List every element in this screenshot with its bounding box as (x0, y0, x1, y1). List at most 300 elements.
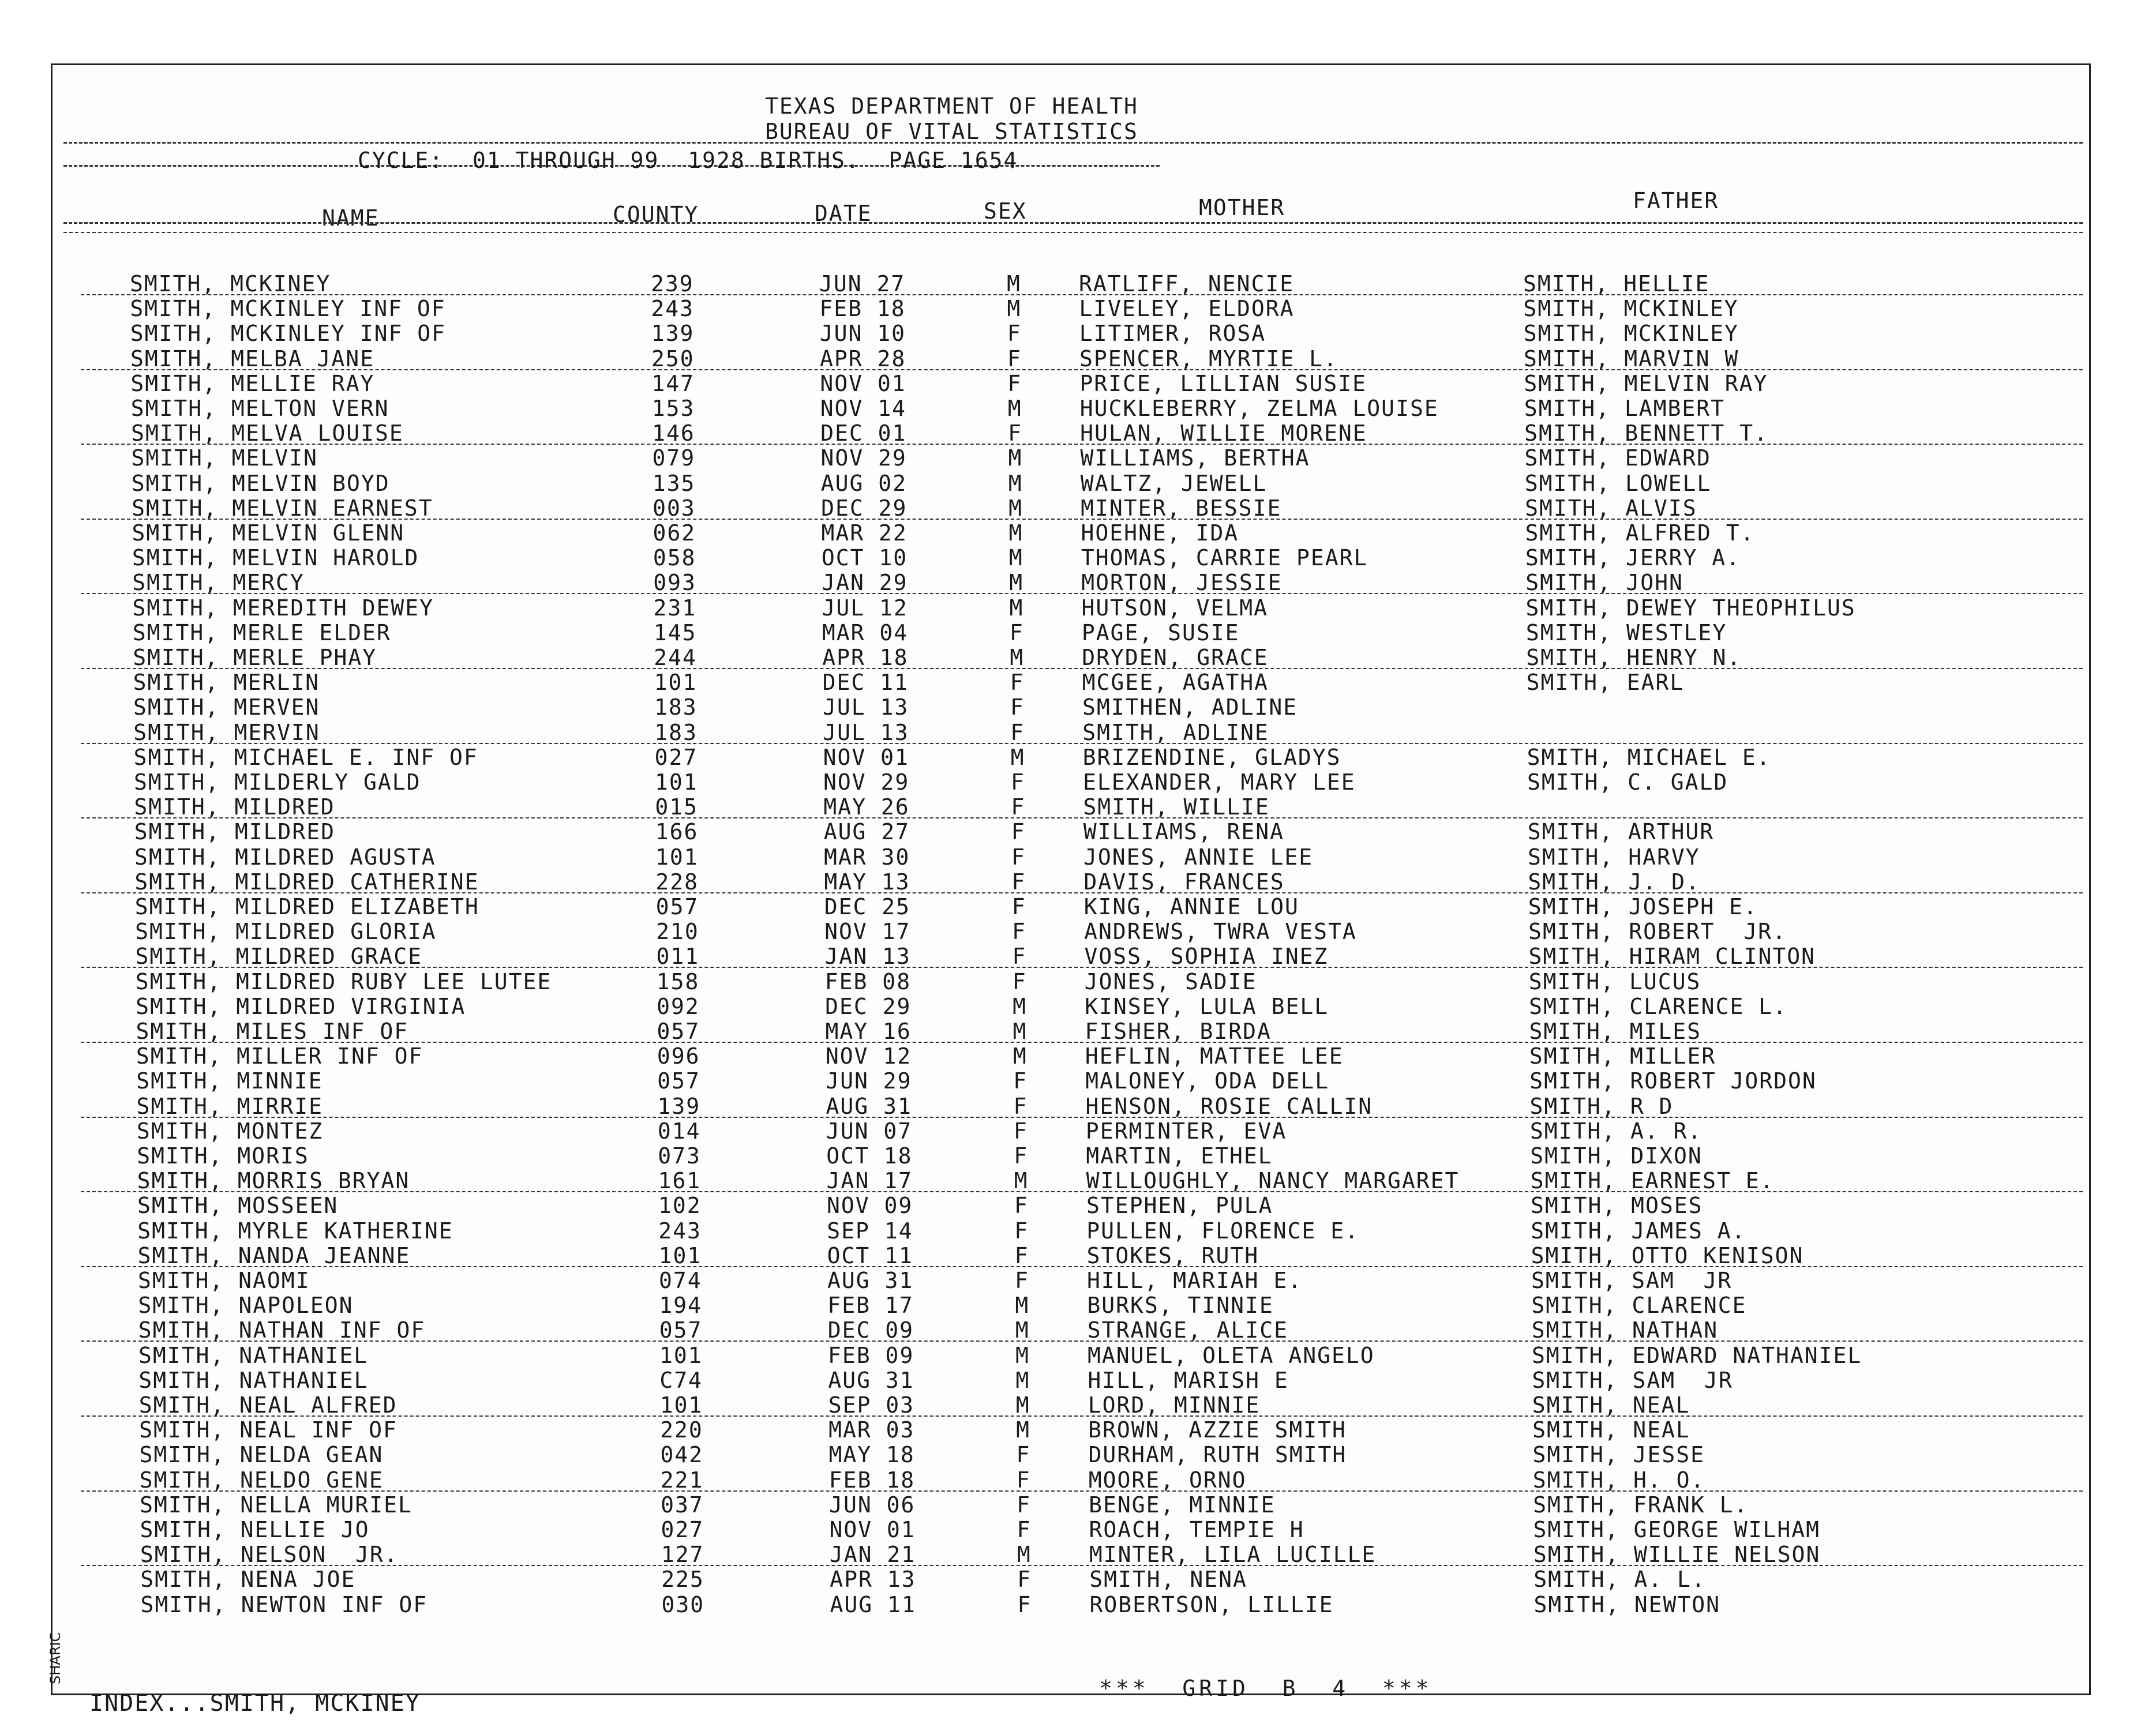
cell-name: SMITH, MICHAEL E. INF OF (133, 744, 478, 770)
cell-father: SMITH, C. GALD (1527, 769, 1728, 795)
cell-mother: LITIMER, ROSA (1079, 321, 1266, 347)
row-separator (81, 593, 2083, 594)
cell-date: JUN 27 (819, 271, 906, 296)
cell-county: 220 (660, 1417, 703, 1443)
cell-sex: F (1017, 1591, 1032, 1617)
cell-mother: BENGE, MINNIE (1089, 1492, 1276, 1518)
cell-sex: F (1009, 619, 1024, 645)
cell-mother: KINSEY, LULA BELL (1085, 993, 1329, 1019)
cell-father: SMITH, NEWTON (1533, 1591, 1720, 1617)
cell-mother: HENSON, ROSIE CALLIN (1085, 1093, 1373, 1119)
cell-mother: HILL, MARIAH E. (1087, 1268, 1303, 1293)
cell-sex: F (1011, 794, 1026, 820)
cell-father: SMITH, MILLER (1529, 1043, 1716, 1069)
cell-sex: M (1013, 1019, 1028, 1044)
table-row (9, 1442, 2156, 1467)
cell-mother: JONES, SADIE (1084, 968, 1257, 994)
cell-name: SMITH, MELVIN GLENN (132, 520, 405, 546)
table-row (6, 1068, 2156, 1094)
cell-father: SMITH, ARTHUR (1527, 819, 1715, 845)
cell-date: NOV 29 (820, 445, 907, 471)
cell-mother: DRYDEN, GRACE (1082, 645, 1269, 670)
cell-county: 014 (657, 1118, 701, 1144)
cell-father: SMITH, HENRY N. (1526, 645, 1742, 670)
cell-father: SMITH, HIRAM CLINTON (1528, 944, 1816, 970)
cell-mother: SPENCER, MYRTIE L. (1079, 346, 1338, 371)
cell-mother: KING, ANNIE LOU (1083, 894, 1299, 919)
cell-mother: LIVELEY, ELDORA (1079, 296, 1295, 322)
cell-sex: M (1017, 1542, 1032, 1568)
cell-father: SMITH, MOSES (1530, 1193, 1703, 1219)
cell-name: SMITH, MERCY (132, 570, 305, 596)
table-row (5, 844, 2156, 870)
cell-county: 096 (657, 1043, 700, 1069)
cell-sex: M (1015, 1392, 1030, 1418)
cell-county: 079 (652, 445, 696, 471)
cell-mother: DAVIS, FRANCES (1083, 869, 1285, 895)
table-row (8, 1268, 2156, 1293)
cell-sex: F (1014, 1193, 1029, 1219)
cell-mother: BRIZENDINE, GLADYS (1082, 744, 1341, 770)
cell-sex: M (1009, 570, 1024, 596)
cell-name: SMITH, MERVIN (133, 719, 320, 745)
cell-date: MAR 30 (824, 844, 910, 870)
cell-mother: MCGEE, AGATHA (1082, 670, 1269, 696)
cell-sex: F (1012, 919, 1026, 945)
cell-mother: WILLOUGHLY, NANCY MARGARET (1086, 1168, 1460, 1194)
cell-date: JUL 13 (823, 719, 909, 745)
cell-sex: M (1014, 1168, 1029, 1194)
cell-date: FEB 08 (824, 968, 912, 994)
document-header (692, 93, 1385, 144)
table-row (1, 346, 2156, 371)
cell-county: 057 (657, 1019, 700, 1044)
cell-sex: F (1011, 894, 1026, 919)
cell-name: SMITH, NAOMI (138, 1268, 310, 1293)
cell-mother: ANDREWS, TWRA VESTA (1084, 919, 1357, 945)
cell-mother: MINTER, LILA LUCILLE (1089, 1542, 1377, 1568)
cell-date: AUG 11 (830, 1591, 916, 1617)
table-row (1, 321, 2156, 346)
column-header-mother: MOTHER (1199, 195, 1285, 220)
cell-father: SMITH, MILES (1529, 1019, 1702, 1044)
cell-father: SMITH, BENNETT T. (1524, 420, 1769, 446)
table-row (5, 869, 2156, 895)
cell-name: SMITH, MELVA LOUISE (131, 420, 404, 446)
table-row (10, 1542, 2156, 1567)
cell-sex: F (1010, 694, 1025, 720)
cell-father: SMITH, MICHAEL E. (1527, 744, 1771, 770)
cell-sex: M (1008, 545, 1023, 571)
cell-county: 057 (659, 1317, 703, 1343)
row-separator (81, 817, 2083, 818)
table-row (5, 894, 2156, 919)
cell-date: APR 18 (822, 645, 909, 670)
cell-father: SMITH, OTTO KENISON (1531, 1242, 1804, 1268)
cell-county: 042 (660, 1442, 704, 1468)
table-row (7, 1143, 2156, 1169)
cell-county: 147 (651, 370, 695, 396)
cell-father: SMITH, JERRY A. (1525, 545, 1741, 571)
cell-mother: BURKS, TINNIE (1087, 1293, 1274, 1319)
cell-father: SMITH, EARNEST E. (1530, 1168, 1775, 1194)
table-row (8, 1243, 2156, 1268)
cell-father: SMITH, MELVIN RAY (1524, 370, 1768, 396)
cell-county: 228 (655, 869, 699, 895)
cell-county: 015 (655, 794, 698, 820)
cell-county: 062 (653, 520, 696, 546)
cell-county: 092 (657, 993, 700, 1019)
cell-name: SMITH, MCKINEY (130, 271, 331, 296)
cell-father: SMITH, JOSEPH E. (1528, 894, 1758, 919)
cell-mother: FISHER, BIRDA (1085, 1019, 1272, 1044)
table-row (3, 620, 2156, 645)
table-row (5, 919, 2156, 944)
cell-name: SMITH, NATHAN INF OF (138, 1317, 426, 1343)
row-separator (81, 294, 2083, 295)
cell-sex: F (1015, 1268, 1029, 1293)
cell-father: SMITH, ALFRED T. (1525, 520, 1755, 546)
cell-sex: M (1007, 396, 1022, 421)
row-separator (81, 892, 2083, 893)
cell-county: 101 (655, 844, 699, 870)
cell-mother: STOKES, RUTH (1086, 1242, 1259, 1268)
table-row (0, 271, 2156, 296)
cell-mother: SMITH, NENA (1089, 1567, 1247, 1593)
column-header-father: FATHER (1633, 188, 1719, 213)
table-row (7, 1118, 2156, 1144)
cell-date: OCT 18 (826, 1143, 913, 1169)
cell-name: SMITH, MERLE ELDER (132, 619, 391, 645)
cell-father: SMITH, DIXON (1530, 1143, 1703, 1169)
cell-county: 058 (653, 545, 696, 571)
cell-mother: HEFLIN, MATTEE LEE (1085, 1043, 1344, 1069)
column-header-county: COUNTY (613, 202, 699, 227)
cell-name: SMITH, NATHANIEL (138, 1342, 369, 1368)
cell-father: SMITH, LAMBERT (1524, 396, 1726, 421)
cell-name: SMITH, MILDRED AGUSTA (134, 844, 436, 870)
cell-sex: M (1008, 495, 1023, 521)
cell-father: SMITH, HELLIE (1523, 271, 1710, 296)
cell-county: 101 (658, 1242, 702, 1268)
cell-father: SMITH, GEORGE WILHAM (1533, 1517, 1821, 1542)
cell-sex: M (1007, 271, 1021, 296)
table-row (1, 445, 2156, 471)
side-label: SHARIC (47, 1632, 63, 1684)
cell-sex: M (1016, 1417, 1030, 1443)
cell-date: AUG 31 (826, 1093, 912, 1119)
cell-name: SMITH, NELDA GEAN (139, 1442, 384, 1468)
cell-name: SMITH, MELVIN EARNEST (132, 495, 433, 521)
cell-name: SMITH, NEAL INF OF (139, 1417, 398, 1443)
table-row (2, 570, 2156, 595)
cell-date: NOV 01 (829, 1517, 916, 1542)
cell-father: SMITH, R D (1529, 1093, 1674, 1119)
cell-date: JUL 12 (822, 595, 908, 621)
row-separator (81, 1117, 2083, 1118)
cell-sex: M (1010, 645, 1025, 670)
cell-name: SMITH, NEWTON INF OF (140, 1591, 428, 1617)
cell-name: SMITH, MERVEN (133, 694, 320, 720)
cell-sex: M (1009, 595, 1024, 621)
cell-name: SMITH, MERLE PHAY (133, 645, 377, 670)
cell-name: SMITH, NELLIE JO (140, 1517, 370, 1542)
cell-father: SMITH, JESSE (1532, 1442, 1705, 1468)
table-row (5, 944, 2156, 969)
cell-county: 101 (654, 670, 698, 696)
column-header-rule-lower (63, 232, 2083, 233)
table-row (9, 1417, 2156, 1443)
cell-date: AUG 31 (827, 1268, 914, 1293)
cell-date: MAR 03 (828, 1417, 915, 1443)
cell-father: SMITH, NEAL (1532, 1417, 1690, 1443)
cell-father: SMITH, JOHN (1525, 570, 1683, 596)
cell-county: 102 (658, 1193, 702, 1219)
cell-date: JUN 29 (826, 1068, 912, 1094)
cell-county: 145 (653, 619, 697, 645)
cell-date: NOV 17 (824, 919, 911, 945)
cell-sex: M (1015, 1342, 1030, 1368)
cell-sex: F (1012, 968, 1027, 994)
cell-county: 135 (652, 470, 696, 496)
cell-county: 161 (658, 1168, 702, 1194)
table-row (9, 1343, 2156, 1368)
cell-mother: WILLIAMS, BERTHA (1080, 445, 1310, 471)
cell-name: SMITH, MOSSEEN (137, 1193, 339, 1219)
cell-date: NOV 12 (825, 1043, 912, 1069)
cell-county: 101 (659, 1342, 703, 1368)
cell-father: SMITH, MARVIN W (1524, 346, 1739, 371)
table-row (2, 495, 2156, 521)
table-row (3, 694, 2156, 720)
cell-father: SMITH, HARVY (1528, 844, 1700, 870)
cell-date: APR 28 (820, 346, 906, 371)
cell-name: SMITH, MILDRED ELIZABETH (134, 894, 479, 919)
cell-name: SMITH, MIRRIE (136, 1093, 323, 1119)
cell-mother: STRANGE, ALICE (1087, 1317, 1288, 1343)
row-separator (81, 1490, 2083, 1492)
cell-date: MAY 13 (824, 869, 910, 895)
table-row (9, 1317, 2156, 1343)
cell-name: SMITH, NANDA JEANNE (137, 1242, 411, 1268)
cell-county: 073 (658, 1143, 701, 1169)
cell-date: FEB 17 (827, 1293, 914, 1319)
table-row (11, 1592, 2156, 1617)
cell-name: SMITH, NELDO GENE (139, 1467, 384, 1493)
table-row (7, 1094, 2156, 1119)
cell-sex: F (1011, 869, 1026, 895)
cell-date: MAY 26 (823, 794, 910, 820)
cell-sex: F (1011, 819, 1026, 845)
row-separator (81, 369, 2083, 370)
cell-name: SMITH, MILDRED CATHERINE (134, 869, 479, 895)
cell-date: NOV 01 (823, 744, 909, 770)
cell-sex: F (1007, 346, 1022, 371)
cell-father: SMITH, EDWARD (1524, 445, 1711, 471)
cell-sex: F (1007, 370, 1022, 396)
cell-sex: M (1013, 1043, 1028, 1069)
cell-mother: WALTZ, JEWELL (1080, 470, 1268, 496)
table-row (9, 1392, 2156, 1418)
cell-sex: F (1011, 769, 1025, 795)
cell-mother: BROWN, AZZIE SMITH (1088, 1417, 1347, 1443)
cell-county: 093 (653, 570, 696, 596)
cell-mother: JONES, ANNIE LEE (1083, 844, 1314, 870)
cell-county: 003 (653, 495, 696, 521)
row-separator (81, 967, 2083, 968)
column-header-name: NAME (322, 205, 380, 231)
cell-name: SMITH, MELBA JANE (130, 346, 374, 371)
header-rule (63, 142, 2083, 144)
cell-county: C74 (659, 1367, 703, 1393)
cell-county: 244 (654, 645, 697, 670)
table-row (3, 720, 2156, 745)
cell-name: SMITH, MCKINLEY INF OF (130, 296, 446, 322)
table-row (4, 769, 2156, 795)
cell-mother: PERMINTER, EVA (1085, 1118, 1287, 1144)
cell-date: OCT 11 (827, 1242, 913, 1268)
cell-father: SMITH, H. O. (1532, 1467, 1705, 1493)
cell-mother: SMITH, ADLINE (1082, 719, 1269, 745)
cell-sex: F (1012, 944, 1027, 970)
cell-date: AUG 31 (828, 1367, 914, 1393)
cell-date: FEB 09 (828, 1342, 914, 1368)
cell-county: 250 (651, 346, 695, 371)
cell-date: JAN 21 (829, 1542, 916, 1568)
cell-name: SMITH, MILDRED GRACE (135, 944, 423, 970)
cell-date: JAN 13 (824, 944, 911, 970)
cell-name: SMITH, NELSON JR. (140, 1542, 399, 1568)
cell-mother: DURHAM, RUTH SMITH (1088, 1442, 1347, 1468)
cell-mother: ELEXANDER, MARY LEE (1083, 769, 1356, 795)
row-separator (81, 444, 2083, 445)
row-separator (81, 1191, 2083, 1192)
cell-sex: F (1016, 1442, 1031, 1468)
cell-father: SMITH, ALVIS (1525, 495, 1697, 521)
cell-county: 225 (661, 1567, 704, 1593)
table-row (6, 1019, 2156, 1044)
cell-mother: VOSS, SOPHIA INEZ (1084, 944, 1329, 970)
cell-date: DEC 01 (820, 420, 907, 446)
cell-name: SMITH, MEREDITH DEWEY (132, 595, 434, 621)
cell-sex: F (1014, 1143, 1029, 1169)
cell-date: DEC 29 (825, 993, 912, 1019)
cell-father: SMITH, SAM JR (1531, 1268, 1733, 1293)
cell-county: 037 (661, 1492, 704, 1518)
row-separator (81, 1341, 2083, 1342)
table-row (6, 969, 2156, 994)
table-row (10, 1492, 2156, 1518)
cell-date: MAR 22 (821, 520, 908, 546)
table-row (3, 645, 2156, 670)
cell-date: JAN 29 (822, 570, 908, 596)
cell-name: SMITH, MELVIN HAROLD (132, 545, 419, 571)
table-row (2, 471, 2156, 496)
cell-mother: HUCKLEBERRY, ZELMA LOUISE (1079, 396, 1439, 421)
cell-date: DEC 11 (822, 670, 909, 696)
cell-mother: MOORE, ORNO (1088, 1467, 1247, 1493)
cell-sex: F (1013, 1068, 1028, 1094)
cell-mother: SMITHEN, ADLINE (1082, 694, 1298, 720)
cell-name: SMITH, MINNIE (136, 1068, 323, 1094)
cell-date: DEC 29 (821, 495, 908, 521)
cell-date: OCT 10 (821, 545, 908, 571)
cell-name: SMITH, MELTON VERN (130, 396, 389, 421)
cell-date: JUN 07 (826, 1118, 913, 1144)
cell-sex: F (1017, 1517, 1032, 1542)
cell-county: 127 (661, 1542, 704, 1568)
cell-mother: HUTSON, VELMA (1081, 595, 1268, 621)
cell-father: SMITH, CLARENCE (1531, 1293, 1747, 1319)
column-header-rule (63, 222, 2083, 224)
table-row (1, 396, 2156, 421)
cell-name: SMITH, MORRIS BRYAN (137, 1168, 410, 1194)
cell-county: 210 (656, 919, 699, 945)
cell-date: DEC 09 (827, 1317, 914, 1343)
cell-name: SMITH, MILLER INF OF (136, 1043, 423, 1069)
cell-sex: F (1017, 1567, 1032, 1593)
cell-father: SMITH, JAMES A. (1531, 1218, 1746, 1244)
cell-county: 101 (659, 1392, 703, 1418)
cell-father: SMITH, WILLIE NELSON (1533, 1542, 1821, 1568)
table-row (2, 520, 2156, 546)
header-line-2: BUREAU OF VITAL STATISTICS (765, 119, 1138, 144)
table-row (8, 1293, 2156, 1318)
table-row (2, 545, 2156, 570)
cell-county: 243 (651, 296, 694, 322)
table-row (5, 819, 2156, 844)
cell-name: SMITH, MILDRED RUBY LEE LUTEE (135, 968, 552, 994)
cell-county: 074 (659, 1268, 702, 1293)
cell-date: AUG 27 (823, 819, 910, 845)
cell-father: SMITH, MCKINLEY (1523, 321, 1739, 347)
cell-mother: HOEHNE, IDA (1081, 520, 1239, 546)
cell-mother: MARTIN, ETHEL (1086, 1143, 1273, 1169)
cell-sex: M (1008, 470, 1023, 496)
cell-county: 011 (656, 944, 700, 970)
cell-county: 153 (651, 396, 695, 421)
cell-father: SMITH, A. L. (1533, 1567, 1706, 1593)
table-row (9, 1368, 2156, 1393)
cell-father: SMITH, J. D. (1528, 869, 1700, 895)
cell-mother: PAGE, SUSIE (1081, 619, 1240, 645)
table-row (6, 1043, 2156, 1069)
table-row (0, 296, 2156, 321)
cell-mother: RATLIFF, NENCIE (1079, 271, 1295, 296)
cell-county: 183 (654, 719, 698, 745)
cell-date: FEB 18 (819, 296, 906, 322)
cell-mother: HILL, MARISH E (1088, 1367, 1289, 1393)
cell-sex: F (1010, 719, 1025, 745)
cell-father: SMITH, LUCUS (1528, 968, 1701, 994)
cell-date: JAN 17 (826, 1168, 913, 1194)
cell-mother: MORTON, JESSIE (1081, 570, 1283, 596)
cell-father: SMITH, WESTLEY (1525, 619, 1727, 645)
cell-date: NOV 29 (823, 769, 910, 795)
cell-county: 139 (651, 321, 695, 347)
cell-sex: F (1011, 844, 1026, 870)
cell-father: SMITH, FRANK L. (1533, 1492, 1749, 1518)
cell-name: SMITH, MILDERLY GALD (134, 769, 421, 795)
row-separator (81, 1042, 2083, 1043)
cell-date: MAY 18 (828, 1442, 915, 1468)
cell-county: 057 (655, 894, 699, 919)
cell-county: 158 (656, 968, 700, 994)
cell-name: SMITH, MILDRED VIRGINIA (136, 993, 466, 1019)
cell-name: SMITH, MILDRED GLORIA (135, 919, 437, 945)
cell-date: JUL 13 (822, 694, 909, 720)
cell-mother: STEPHEN, PULA (1086, 1193, 1273, 1219)
